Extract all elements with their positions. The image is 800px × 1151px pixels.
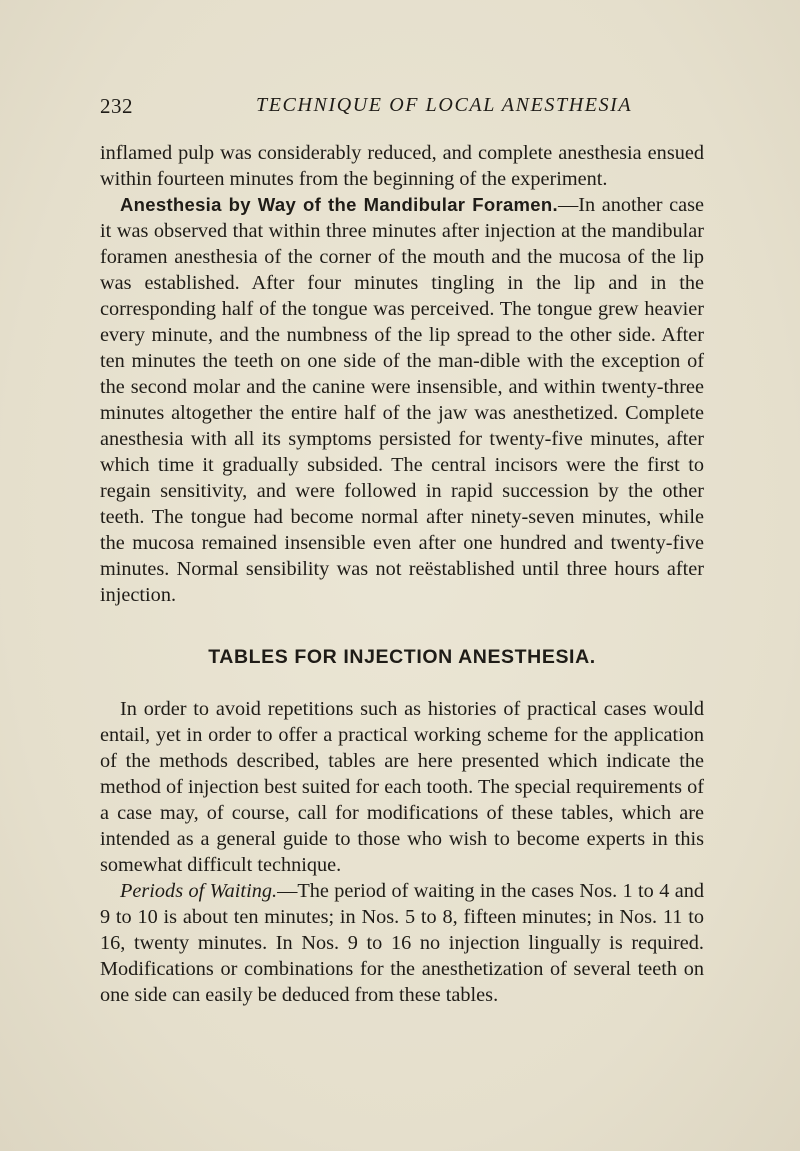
paragraph-periods-of-waiting-body: —The period of waiting in the cases Nos. 1 to 4 and 9 to 10 is about ten minutes; in Nos. 5 to 8, fifteen minutes; in Nos. 11 to 16, twenty minutes. In Nos. 9 to 16 no injection lingually is required. Modifications or combinations for the anesthetization of several teeth on one side can easily be deduced from these tables.: [100, 880, 705, 1006]
paragraph-mandibular-foramen: [100, 192, 704, 608]
paragraph-periods-of-waiting: [100, 878, 704, 1008]
section-heading: TABLES FOR INJECTION ANESTHESIA.: [208, 646, 596, 668]
paragraph-mandibular-foramen-body: —In another case it was observed that within three minutes after injection at the mandibular foramen anesthesia of the corner of the mouth and the mucosa of the lip was established. After four minutes tingling in the lip and in the corresponding half of the tongue was perceived. The tongue grew heavier every minute, and the numbness of the lip spread to the other side. After ten minutes the teeth on one side of the man-dible with the exception of the second molar and the canine were insensible, and within twenty-three minutes altogether the entire half of the jaw was anesthetized. Complete anesthesia with all its symptoms persisted for twenty-five minutes, after which time it gradually subsided. The central incisors were the first to regain sensitivity, and were followed in rapid succession by the other teeth. The tongue had become normal after ninety-seven minutes, while the mucosa remained insensible even after one hundred and twenty-five minutes. Normal sensibility was not reëstablished until three hours after injection.: [100, 194, 704, 606]
paragraph-tables-intro: In order to avoid repetitions such as histories of practical cases would entail, yet in order to offer a practical working scheme for the application of the methods described, tables are here presented which indicate the method of injection best suited for each tooth. The special requirements of a case may, of course, call for modifications of these tables, which are intended as a general guide to those who wish to become experts in this somewhat difficult technique.: [100, 698, 704, 876]
paragraph-continuation: inflamed pulp was considerably reduced, and complete anesthesia ensued within fourteen minutes from the beginning of the experiment.: [100, 142, 704, 190]
run-in-heading-periods-of-waiting: Periods of Waiting.: [120, 880, 278, 902]
body-text-lower: [100, 696, 704, 1008]
body-text-upper: [100, 140, 704, 608]
page-number: 232: [100, 94, 133, 118]
running-title: TECHNIQUE OF LOCAL ANESTHESIA: [256, 94, 633, 116]
run-in-heading-mandibular-foramen: Anesthesia by Way of the Mandibular Foramen.: [120, 194, 558, 215]
running-head: [0, 94, 800, 122]
